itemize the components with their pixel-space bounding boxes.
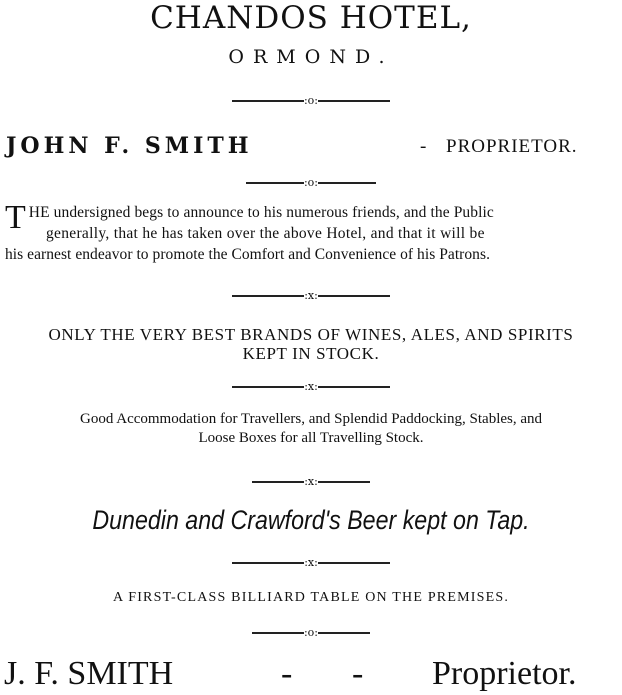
divider-mark: :x: (304, 475, 318, 488)
beer-notice: Dunedin and Crawford's Beer kept on Tap. (92, 505, 530, 535)
divider-rule (232, 386, 304, 388)
announcement-line: HE undersigned begs to announce to his numerous friends, and the Public (28, 204, 494, 221)
divider-mark: :x: (304, 380, 318, 393)
accommodation-line: Good Accommodation for Travellers, and Splendid Paddocking, Stables, and (79, 411, 543, 427)
footer-title: Proprietor. (432, 655, 577, 692)
wines-line: ONLY THE VERY BEST BRANDS OF WINES, ALES, AND SPIRITS (48, 325, 574, 344)
hotel-name: CHANDOS HOTEL, (150, 0, 472, 36)
divider-rule (318, 632, 370, 634)
divider-rule (318, 100, 390, 102)
ornament-divider (0, 627, 622, 639)
divider-rule (318, 562, 390, 564)
wines-line: KEPT IN STOCK. (242, 344, 380, 363)
divider-mark: :x: (304, 289, 318, 302)
announcement-line: generally, that he has taken over the above Hotel, and that it will be (46, 225, 485, 242)
divider-mark: :o: (303, 176, 319, 189)
footer-dash: - (281, 655, 293, 692)
hotel-town: ORMOND. (228, 46, 394, 68)
footer-name: J. F. SMITH (4, 655, 174, 692)
divider-mark: :o: (303, 626, 319, 639)
proprietor-dash: - (420, 136, 427, 157)
ornament-divider (0, 381, 622, 393)
ornament-divider (0, 290, 622, 302)
ornament-divider (0, 557, 622, 569)
ornament-divider (0, 476, 622, 488)
proprietor-name: JOHN F. SMITH (6, 133, 253, 159)
ornament-divider (0, 177, 622, 189)
divider-rule (252, 481, 304, 483)
divider-rule (318, 295, 390, 297)
divider-rule (232, 100, 304, 102)
accommodation-line: Loose Boxes for all Travelling Stock. (198, 430, 424, 446)
proprietor-title: PROPRIETOR. (446, 136, 578, 157)
billiard-notice: A FIRST-CLASS BILLIARD TABLE ON THE PREMISES. (112, 590, 510, 605)
footer-dash: - (352, 655, 364, 692)
ornament-divider (0, 95, 622, 107)
divider-mark: :o: (303, 94, 319, 107)
divider-rule (246, 182, 304, 184)
divider-mark: :x: (304, 556, 318, 569)
announcement-paragraph (5, 199, 622, 265)
drop-cap: T (5, 199, 26, 236)
divider-rule (318, 386, 390, 388)
divider-rule (252, 632, 304, 634)
divider-rule (318, 182, 376, 184)
divider-rule (232, 562, 304, 564)
announcement-line: his earnest endeavor to promote the Comfort and Convenience of his Patrons. (5, 246, 490, 263)
divider-rule (318, 481, 370, 483)
divider-rule (232, 295, 304, 297)
